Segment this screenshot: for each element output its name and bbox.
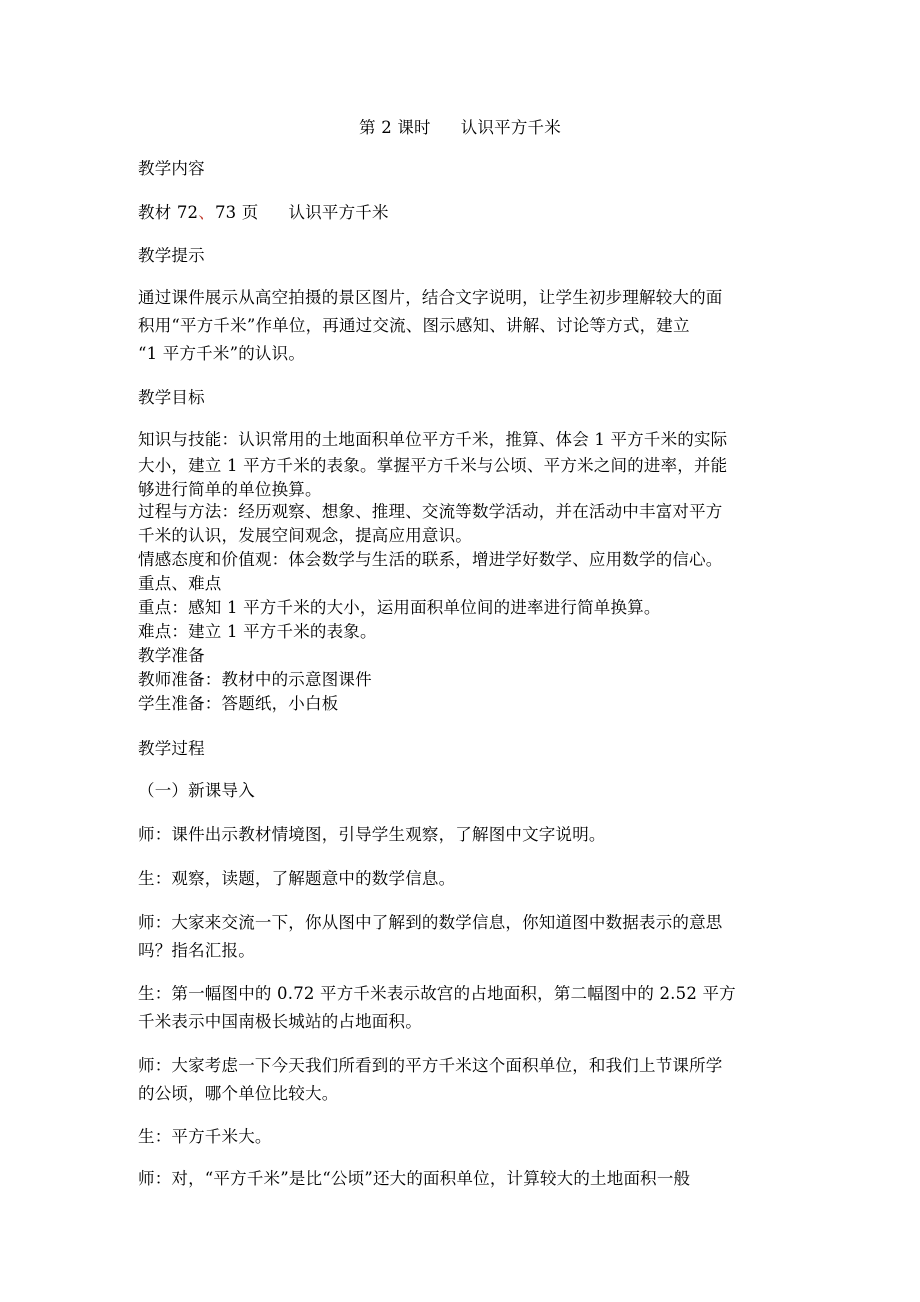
key-points-heading: 重点、难点 — [138, 574, 222, 593]
dialogue-line: 吗？指名汇报。 — [138, 941, 255, 960]
goal-heading: 教学目标 — [138, 388, 205, 407]
dialogue-line: 师：对，“平方千米”是比“公顷”还大的面积单位，计算较大的土地面积一般 — [138, 1169, 691, 1188]
student-preparation-line: 学生准备：答题纸，小白板 — [138, 694, 339, 713]
hint-heading: 教学提示 — [138, 246, 205, 265]
goal-line: 千米的认识，发展空间观念，提高应用意识。 — [138, 526, 472, 545]
teacher-preparation-line: 教师准备：教材中的示意图课件 — [138, 670, 372, 689]
title-lesson-number: 第 2 课时 — [359, 118, 431, 137]
hint-line: 积用“平方千米”作单位，再通过交流、图示感知、讲解、讨论等方式，建立 — [138, 316, 690, 335]
content-topic: 认识平方千米 — [288, 203, 389, 222]
hint-line: “1 平方千米”的认识。 — [138, 344, 306, 363]
dialogue-line: 师：课件出示教材情境图，引导学生观察，了解图中文字说明。 — [138, 825, 606, 844]
content-line — [138, 200, 788, 226]
hint-line: 通过课件展示从高空拍摄的景区图片，结合文字说明，让学生初步理解较大的面 — [138, 288, 723, 307]
dialogue-line: 生：平方千米大。 — [138, 1127, 272, 1146]
preparation-heading: 教学准备 — [138, 646, 205, 665]
key-point-line: 重点：感知 1 平方千米的大小，运用面积单位间的进率进行简单换算。 — [138, 598, 661, 617]
difficulty-line: 难点：建立 1 平方千米的表象。 — [138, 622, 377, 641]
lesson-title — [0, 115, 920, 141]
goal-line: 情感态度和价值观：体会数学与生活的联系，增进学好数学、应用数学的信心。 — [138, 550, 723, 569]
content-heading: 教学内容 — [138, 159, 205, 178]
goal-line: 知识与技能：认识常用的土地面积单位平方千米，推算、体会 1 平方千米的实际 — [138, 430, 728, 449]
dialogue-line: 千米表示中国南极长城站的占地面积。 — [138, 1012, 422, 1031]
goal-line: 过程与方法：经历观察、想象、推理、交流等数学活动，并在活动中丰富对平方 — [138, 502, 723, 521]
content-pages-start: 教材 72 — [138, 203, 199, 222]
dialogue-line: 生：第一幅图中的 0.72 平方千米表示故宫的占地面积，第二幅图中的 2.52 平方 — [138, 984, 736, 1003]
dialogue-line: 师：大家来交流一下，你从图中了解到的数学信息，你知道图中数据表示的意思 — [138, 913, 723, 932]
title-topic: 认识平方千米 — [460, 118, 561, 137]
content-pages-end: 73 页 — [214, 203, 259, 222]
process-heading: 教学过程 — [138, 739, 205, 758]
intro-heading: （一）新课导入 — [138, 781, 255, 800]
dialogue-line: 的公顷，哪个单位比较大。 — [138, 1084, 339, 1103]
goal-line: 大小，建立 1 平方千米的表象。掌握平方千米与公顷、平方米之间的进率，并能 — [138, 456, 728, 475]
dialogue-line: 生：观察，读题，了解题意中的数学信息。 — [138, 869, 456, 888]
dialogue-line: 师：大家考虑一下今天我们所看到的平方千米这个面积单位，和我们上节课所学 — [138, 1056, 723, 1075]
goal-line: 够进行简单的单位换算。 — [138, 480, 322, 499]
content-pages-separator: 、 — [198, 203, 215, 222]
